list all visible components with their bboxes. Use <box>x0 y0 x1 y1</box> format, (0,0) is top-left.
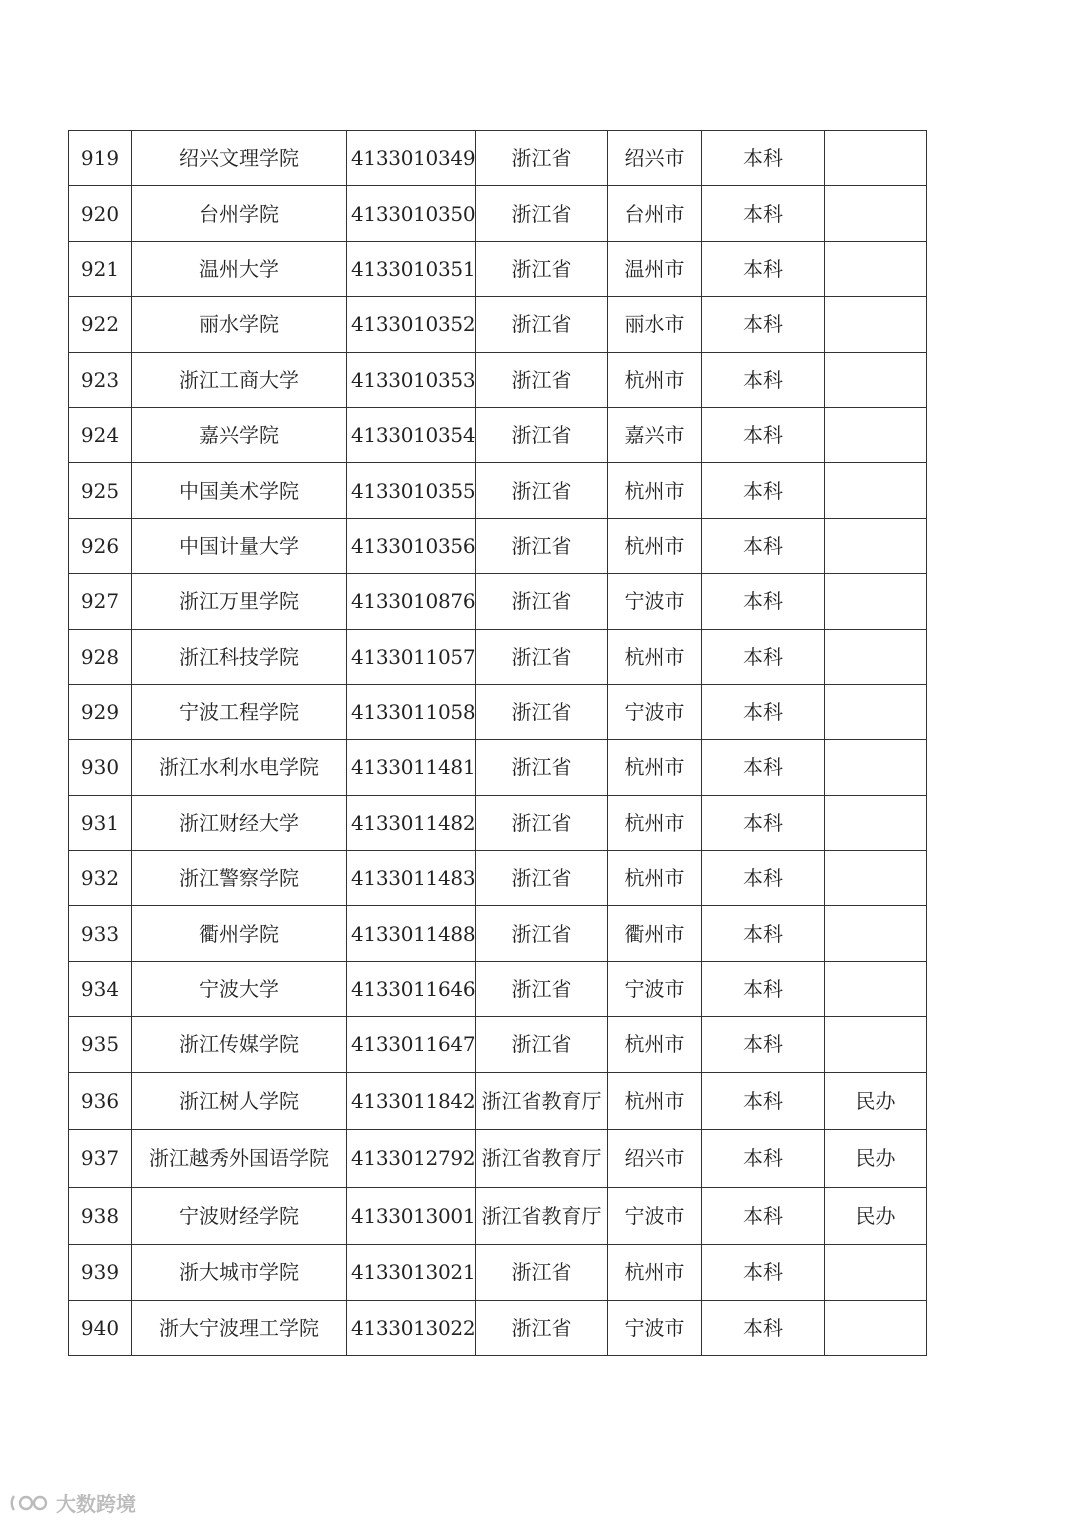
table-row <box>69 906 927 961</box>
row-number-cell: 935 <box>69 1017 132 1072</box>
authority-cell: 浙江省 <box>476 1245 608 1300</box>
institution-code-cell: 4133010350 <box>347 186 476 241</box>
level-cell: 本科 <box>702 851 825 906</box>
table-body <box>69 131 927 1356</box>
note-cell <box>825 740 927 795</box>
institution-code-cell: 4133011483 <box>347 851 476 906</box>
row-number-cell: 938 <box>69 1187 132 1245</box>
note-cell <box>825 629 927 684</box>
authority-cell: 浙江省教育厅 <box>476 1072 608 1130</box>
institution-name-cell: 丽水学院 <box>132 297 347 352</box>
table-row <box>69 518 927 573</box>
level-cell: 本科 <box>702 961 825 1016</box>
note-cell <box>825 1017 927 1072</box>
table-row <box>69 1187 927 1245</box>
row-number-cell: 940 <box>69 1300 132 1355</box>
authority-cell: 浙江省 <box>476 684 608 739</box>
row-number-cell: 930 <box>69 740 132 795</box>
institution-name-cell: 绍兴文理学院 <box>132 131 347 186</box>
table-row <box>69 186 927 241</box>
row-number-cell: 923 <box>69 352 132 407</box>
level-cell: 本科 <box>702 1245 825 1300</box>
institution-name-cell: 浙江万里学院 <box>132 574 347 629</box>
level-cell: 本科 <box>702 352 825 407</box>
table-row <box>69 1130 927 1188</box>
table-row <box>69 297 927 352</box>
institution-name-cell: 浙大城市学院 <box>132 1245 347 1300</box>
city-cell: 宁波市 <box>608 1187 702 1245</box>
institution-code-cell: 4133010355 <box>347 463 476 518</box>
city-cell: 宁波市 <box>608 1300 702 1355</box>
authority-cell: 浙江省 <box>476 297 608 352</box>
institution-name-cell: 浙大宁波理工学院 <box>132 1300 347 1355</box>
institution-code-cell: 4133013022 <box>347 1300 476 1355</box>
level-cell: 本科 <box>702 740 825 795</box>
authority-cell: 浙江省 <box>476 1017 608 1072</box>
row-number-cell: 919 <box>69 131 132 186</box>
authority-cell: 浙江省教育厅 <box>476 1130 608 1188</box>
note-cell: 民办 <box>825 1072 927 1130</box>
institution-code-cell: 4133010352 <box>347 297 476 352</box>
level-cell: 本科 <box>702 795 825 850</box>
institution-code-cell: 4133010876 <box>347 574 476 629</box>
institution-name-cell: 衢州学院 <box>132 906 347 961</box>
institution-code-cell: 4133011481 <box>347 740 476 795</box>
city-cell: 杭州市 <box>608 1017 702 1072</box>
institution-code-cell: 4133011842 <box>347 1072 476 1130</box>
institution-name-cell: 宁波大学 <box>132 961 347 1016</box>
table-row <box>69 1072 927 1130</box>
institution-code-cell: 4133011646 <box>347 961 476 1016</box>
city-cell: 杭州市 <box>608 1245 702 1300</box>
authority-cell: 浙江省 <box>476 906 608 961</box>
authority-cell: 浙江省 <box>476 629 608 684</box>
city-cell: 绍兴市 <box>608 131 702 186</box>
note-cell <box>825 851 927 906</box>
row-number-cell: 934 <box>69 961 132 1016</box>
authority-cell: 浙江省 <box>476 795 608 850</box>
level-cell: 本科 <box>702 1130 825 1188</box>
institution-name-cell: 浙江工商大学 <box>132 352 347 407</box>
city-cell: 杭州市 <box>608 629 702 684</box>
watermark-logo-icon <box>10 1492 52 1514</box>
institution-name-cell: 宁波工程学院 <box>132 684 347 739</box>
table-row <box>69 407 927 462</box>
authority-cell: 浙江省 <box>476 463 608 518</box>
row-number-cell: 922 <box>69 297 132 352</box>
watermark-text: 大数跨境 <box>56 1492 136 1516</box>
city-cell: 宁波市 <box>608 684 702 739</box>
institution-code-cell: 4133010354 <box>347 407 476 462</box>
institution-name-cell: 浙江科技学院 <box>132 629 347 684</box>
city-cell: 杭州市 <box>608 795 702 850</box>
row-number-cell: 920 <box>69 186 132 241</box>
authority-cell: 浙江省 <box>476 740 608 795</box>
city-cell: 杭州市 <box>608 463 702 518</box>
institution-name-cell: 嘉兴学院 <box>132 407 347 462</box>
table-row <box>69 574 927 629</box>
institution-code-cell: 4133010351 <box>347 241 476 296</box>
table-row <box>69 795 927 850</box>
note-cell <box>825 186 927 241</box>
level-cell: 本科 <box>702 629 825 684</box>
table-row <box>69 684 927 739</box>
institution-name-cell: 浙江财经大学 <box>132 795 347 850</box>
institution-code-cell: 4133010349 <box>347 131 476 186</box>
authority-cell: 浙江省 <box>476 518 608 573</box>
note-cell: 民办 <box>825 1187 927 1245</box>
institution-code-cell: 4133011488 <box>347 906 476 961</box>
note-cell <box>825 574 927 629</box>
institution-name-cell: 浙江树人学院 <box>132 1072 347 1130</box>
level-cell: 本科 <box>702 574 825 629</box>
table-row <box>69 740 927 795</box>
institution-name-cell: 浙江水利水电学院 <box>132 740 347 795</box>
row-number-cell: 937 <box>69 1130 132 1188</box>
institution-code-cell: 4133013021 <box>347 1245 476 1300</box>
level-cell: 本科 <box>702 1072 825 1130</box>
level-cell: 本科 <box>702 297 825 352</box>
authority-cell: 浙江省 <box>476 961 608 1016</box>
note-cell <box>825 518 927 573</box>
row-number-cell: 932 <box>69 851 132 906</box>
row-number-cell: 927 <box>69 574 132 629</box>
level-cell: 本科 <box>702 131 825 186</box>
city-cell: 杭州市 <box>608 851 702 906</box>
row-number-cell: 926 <box>69 518 132 573</box>
institution-name-cell: 温州大学 <box>132 241 347 296</box>
authority-cell: 浙江省 <box>476 352 608 407</box>
city-cell: 丽水市 <box>608 297 702 352</box>
city-cell: 宁波市 <box>608 574 702 629</box>
level-cell: 本科 <box>702 186 825 241</box>
level-cell: 本科 <box>702 463 825 518</box>
institution-name-cell: 台州学院 <box>132 186 347 241</box>
level-cell: 本科 <box>702 1187 825 1245</box>
level-cell: 本科 <box>702 407 825 462</box>
institution-name-cell: 浙江传媒学院 <box>132 1017 347 1072</box>
level-cell: 本科 <box>702 1017 825 1072</box>
note-cell <box>825 131 927 186</box>
note-cell <box>825 961 927 1016</box>
institution-code-cell: 4133011058 <box>347 684 476 739</box>
note-cell <box>825 906 927 961</box>
institution-code-cell: 4133010356 <box>347 518 476 573</box>
table-row <box>69 463 927 518</box>
row-number-cell: 928 <box>69 629 132 684</box>
table-row <box>69 629 927 684</box>
level-cell: 本科 <box>702 684 825 739</box>
table-row <box>69 851 927 906</box>
city-cell: 台州市 <box>608 186 702 241</box>
note-cell <box>825 1245 927 1300</box>
level-cell: 本科 <box>702 906 825 961</box>
city-cell: 绍兴市 <box>608 1130 702 1188</box>
authority-cell: 浙江省 <box>476 241 608 296</box>
table-row <box>69 1300 927 1355</box>
institution-code-cell: 4133011057 <box>347 629 476 684</box>
level-cell: 本科 <box>702 518 825 573</box>
institution-name-cell: 浙江警察学院 <box>132 851 347 906</box>
level-cell: 本科 <box>702 241 825 296</box>
row-number-cell: 925 <box>69 463 132 518</box>
note-cell <box>825 463 927 518</box>
row-number-cell: 936 <box>69 1072 132 1130</box>
institution-code-cell: 4133013001 <box>347 1187 476 1245</box>
level-cell: 本科 <box>702 1300 825 1355</box>
institution-name-cell: 中国计量大学 <box>132 518 347 573</box>
note-cell <box>825 241 927 296</box>
note-cell <box>825 407 927 462</box>
table-row <box>69 1245 927 1300</box>
note-cell <box>825 795 927 850</box>
authority-cell: 浙江省 <box>476 131 608 186</box>
note-cell <box>825 1300 927 1355</box>
row-number-cell: 933 <box>69 906 132 961</box>
row-number-cell: 921 <box>69 241 132 296</box>
authority-cell: 浙江省 <box>476 407 608 462</box>
city-cell: 温州市 <box>608 241 702 296</box>
authority-cell: 浙江省教育厅 <box>476 1187 608 1245</box>
city-cell: 杭州市 <box>608 1072 702 1130</box>
table-row <box>69 241 927 296</box>
table-row <box>69 131 927 186</box>
table-row <box>69 961 927 1016</box>
institution-name-cell: 浙江越秀外国语学院 <box>132 1130 347 1188</box>
city-cell: 杭州市 <box>608 740 702 795</box>
institution-name-cell: 中国美术学院 <box>132 463 347 518</box>
institution-code-cell: 4133011482 <box>347 795 476 850</box>
row-number-cell: 929 <box>69 684 132 739</box>
city-cell: 宁波市 <box>608 961 702 1016</box>
note-cell <box>825 684 927 739</box>
row-number-cell: 924 <box>69 407 132 462</box>
authority-cell: 浙江省 <box>476 574 608 629</box>
authority-cell: 浙江省 <box>476 186 608 241</box>
watermark <box>10 1488 136 1517</box>
university-list-table <box>68 130 927 1356</box>
institution-name-cell: 宁波财经学院 <box>132 1187 347 1245</box>
table-row <box>69 352 927 407</box>
city-cell: 衢州市 <box>608 906 702 961</box>
city-cell: 杭州市 <box>608 518 702 573</box>
row-number-cell: 939 <box>69 1245 132 1300</box>
row-number-cell: 931 <box>69 795 132 850</box>
table-row <box>69 1017 927 1072</box>
note-cell <box>825 352 927 407</box>
note-cell: 民办 <box>825 1130 927 1188</box>
institution-code-cell: 4133010353 <box>347 352 476 407</box>
institution-code-cell: 4133012792 <box>347 1130 476 1188</box>
city-cell: 嘉兴市 <box>608 407 702 462</box>
institution-code-cell: 4133011647 <box>347 1017 476 1072</box>
authority-cell: 浙江省 <box>476 851 608 906</box>
authority-cell: 浙江省 <box>476 1300 608 1355</box>
city-cell: 杭州市 <box>608 352 702 407</box>
note-cell <box>825 297 927 352</box>
